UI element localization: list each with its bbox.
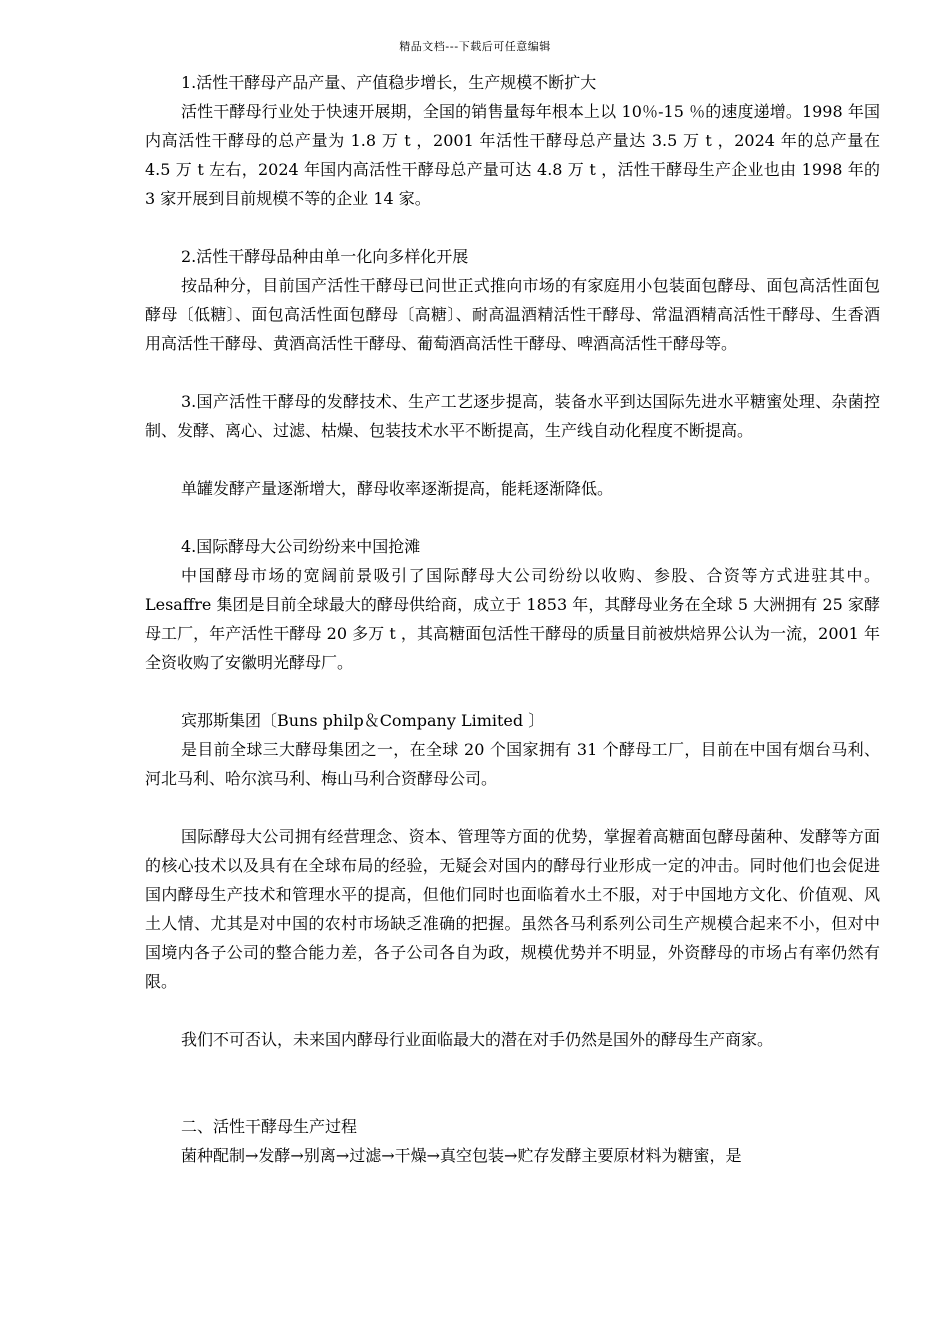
section-heading-two: 二、活性干酵母生产过程 bbox=[181, 1117, 358, 1136]
paragraph-9: 菌种配制→发酵→别离→过滤→干燥→真空包装→贮存发酵主要原材料为糖蜜，是 bbox=[181, 1146, 742, 1165]
page-header: 精品文档---下载后可任意编辑 bbox=[399, 40, 551, 53]
section-heading-4: 4.国际酵母大公司纷纷来中国抢滩 bbox=[181, 537, 421, 556]
paragraph-6: 是目前全球三大酵母集团之一，在全球 20 个国家拥有 31 个酵母工厂，目前在中国有烟台马利、河北马利、哈尔滨马利、梅山马利合资酵母公司。 bbox=[145, 740, 880, 788]
paragraph-7: 国际酵母大公司拥有经营理念、资本、管理等方面的优势，掌握着高糖面包酵母菌种、发酵等方面的核心技术以及具有在全球布局的经验，无疑会对国内的酵母行业形成一定的冲击。同时他们也会促进国内酵母生产技术和管理水平的提高，但他们同时也面临着水土不服，对于中国地方文化、价值观、风土人情、尤其是对中国的农村市场缺乏准确的把握。虽然各马利系列公司生产规模合起来不小，但对中国境内各子公司的整合能力差，各子公司各自为政，规模优势并不明显，外资酵母的市场占有率仍然有限。 bbox=[145, 827, 880, 991]
paragraph-8: 我们不可否认，未来国内酵母行业面临最大的潜在对手仍然是国外的酵母生产商家。 bbox=[181, 1030, 774, 1049]
paragraph-1: 活性干酵母行业处于快速开展期，全国的销售量每年根本上以 10％-15 ％的速度递增。1998 年国内高活性干酵母的总产量为 1.8 万 t ，2001 年活性干酵母总产量达 3.5 万 t ，2024 年的总产量在 4.5 万 t 左右，2024 年国内高活性干酵母总产量可达 4.8 万 t ，活性干酵母生产企业也由 1998 年的 3 家开展到目前规模不等的企业 14 家。 bbox=[145, 102, 880, 208]
document-body bbox=[145, 68, 880, 1170]
paragraph-2: 按品种分，目前国产活性干酵母已问世正式推向市场的有家庭用小包装面包酵母、面包高活性面包酵母〔低糖〕、面包高活性面包酵母〔高糖〕、耐高温酒精活性干酵母、常温酒精高活性干酵母、生香酒用高活性干酵母、黄酒高活性干酵母、葡萄酒高活性干酵母、啤酒高活性干酵母等。 bbox=[145, 276, 880, 353]
section-heading-1: 1.活性干酵母产品产量、产值稳步增长，生产规模不断扩大 bbox=[181, 73, 597, 92]
paragraph-3: 3.国产活性干酵母的发酵技术、生产工艺逐步提高，装备水平到达国际先进水平糖蜜处理、杂菌控制、发酵、离心、过滤、枯燥、包装技术水平不断提高，生产线自动化程度不断提高。 bbox=[145, 392, 880, 440]
section-heading-2: 2.活性干酵母品种由单一化向多样化开展 bbox=[181, 247, 469, 266]
paragraph-4: 单罐发酵产量逐渐增大，酵母收率逐渐提高，能耗逐渐降低。 bbox=[181, 479, 614, 498]
subheading-bunsphilp: 宾那斯集团〔Buns philp＆Company Limited 〕 bbox=[181, 711, 545, 730]
paragraph-5: 中国酵母市场的宽阔前景吸引了国际酵母大公司纷纷以收购、参股、合资等方式进驻其中。Lesaffre 集团是目前全球最大的酵母供给商，成立于 1853 年，其酵母业务在全球 5 大洲拥有 25 家酵母工厂，年产活性干酵母 20 多万 t ，其高糖面包活性干酵母的质量目前被烘焙界公认为一流，2001 年全资收购了安徽明光酵母厂。 bbox=[145, 566, 880, 672]
